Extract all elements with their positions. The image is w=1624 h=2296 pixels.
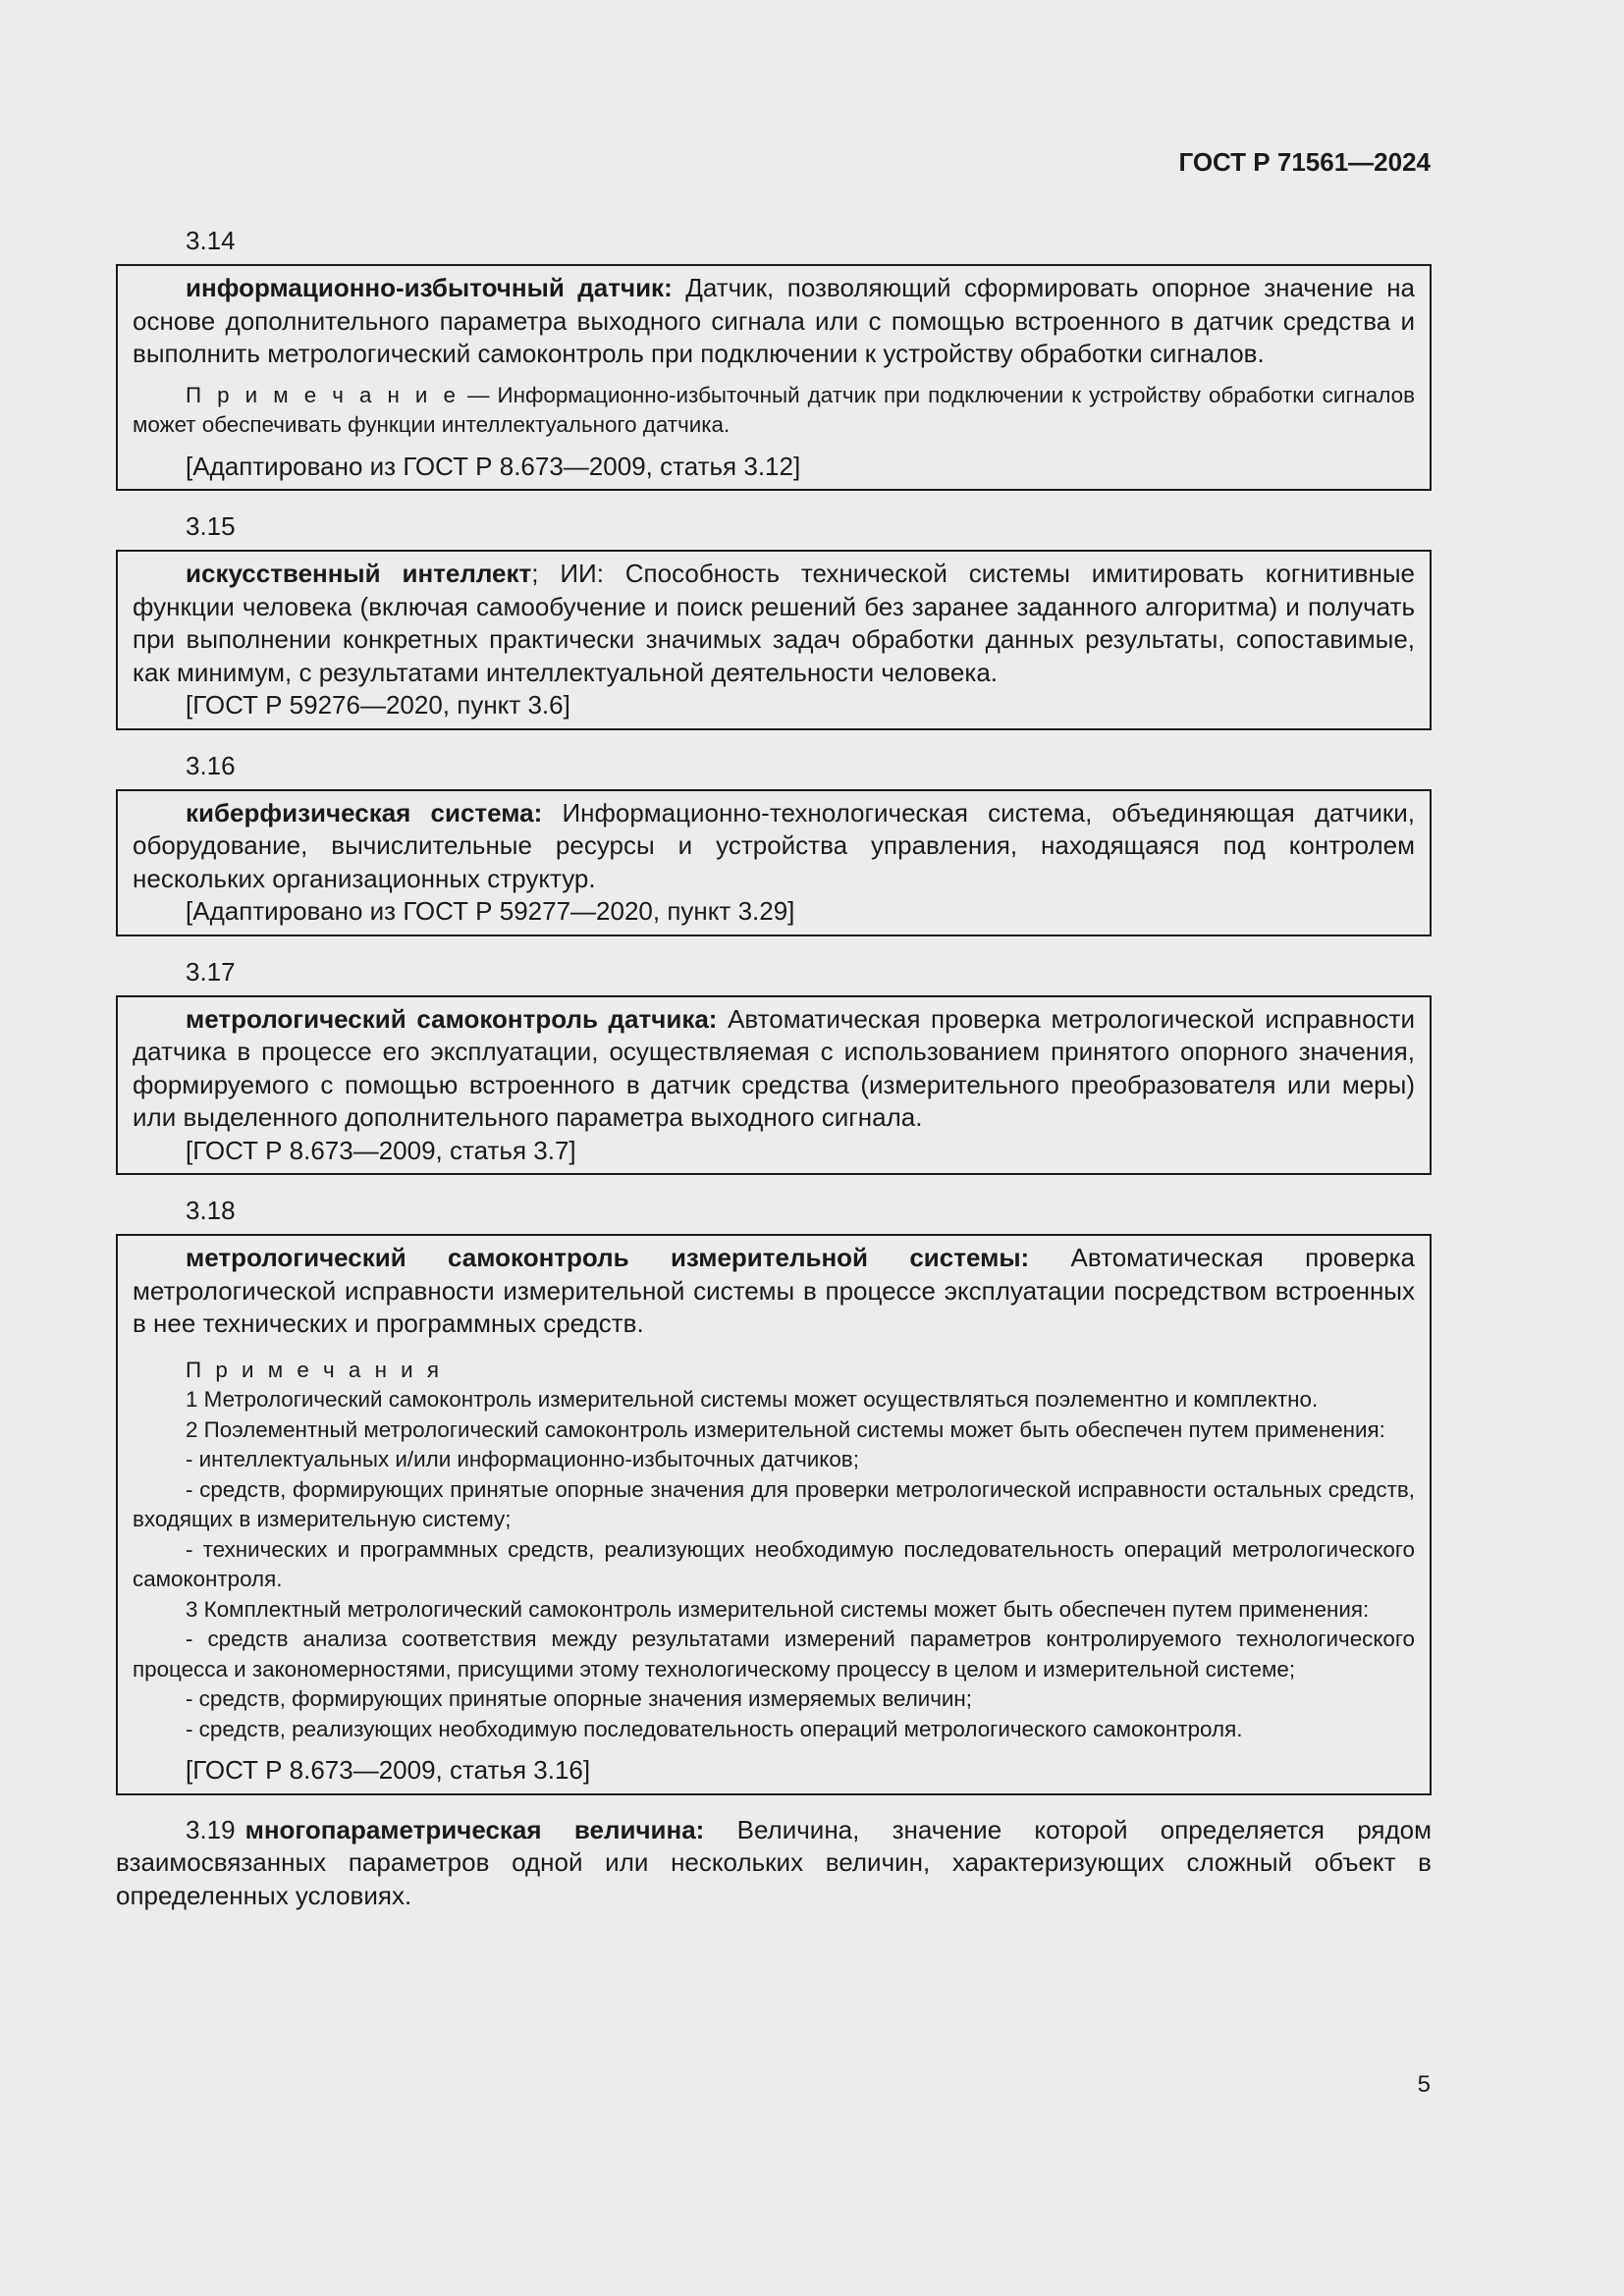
term-name: метрологический самоконтроль датчика: (186, 1003, 718, 1034)
term-source: [ГОСТ Р 59276—2020, пункт 3.6] (186, 690, 570, 720)
term-number: 3.14 (186, 226, 236, 255)
definition-text: Величина, значение которой определяется рядом взаимосвязанных параметров одной или нескольких величин, характеризующих сложный объект в определенных условиях. (116, 1814, 1432, 1910)
notes-label: П р и м е ч а н и я (186, 1357, 444, 1382)
term-source: [ГОСТ Р 8.673—2009, статья 3.16] (186, 1755, 591, 1785)
note-item: - средств, формирующих принятые опорные значения для проверки метрологической исправности остальных средств, входящих в измерительную систему; (133, 1476, 1415, 1531)
term-source: [ГОСТ Р 8.673—2009, статья 3.7] (186, 1135, 576, 1165)
term-number: 3.18 (186, 1196, 236, 1225)
term-number: 3.17 (186, 956, 236, 987)
note (133, 381, 1415, 441)
notes-heading (133, 1356, 1415, 1386)
definition-text: ; ИИ: Способность технической системы имитировать когнитивные функции человека (включая самообучение и поиск решений без заранее заданного алгоритма) и получать при выполнении конкретных практически значимых задач обработки данных результаты, сопоставимые, как минимум, с результатами интеллектуальной деятельности человека. (133, 559, 1415, 687)
term-definition (133, 1242, 1415, 1341)
note-item: 3 Комплектный метрологический самоконтроль измерительной системы может быть обеспечен путем применения: (186, 1596, 1370, 1622)
term-definition (133, 272, 1415, 371)
term-number: 3.15 (186, 511, 236, 541)
note-item: 2 Поэлементный метрологический самоконтроль измерительной системы может быть обеспечен путем применения: (186, 1416, 1385, 1442)
term-name: киберфизическая система: (186, 797, 543, 828)
term-box (116, 550, 1432, 730)
term-definition-unboxed (116, 1814, 1432, 1913)
note-item: - средств анализа соответствия между результатами измерений параметров контролируемого технологического процесса и закономерностями, присущими этому технологическому процессу в целом и измерительной системе; (133, 1627, 1415, 1682)
term-box (116, 1234, 1432, 1795)
term-number: 3.16 (186, 750, 236, 780)
term-name: искусственный интеллект (186, 559, 532, 588)
note-text: — Информационно-избыточный датчик при подключении к устройству обработки сигналов может обеспечивать функции интеллектуального датчика. (133, 382, 1415, 437)
page-number: 5 (1417, 2071, 1431, 2098)
term-definition (133, 1003, 1415, 1135)
note-item: - технических и программных средств, реализующих необходимую последовательность операций метрологического самоконтроля. (133, 1536, 1415, 1591)
definition-text: Информационно-технологическая система, объединяющая датчики, оборудование, вычислительные ресурсы и устройства управления, находящаяся под контролем нескольких организационных структур. (133, 797, 1415, 893)
term-source: [Адаптировано из ГОСТ Р 8.673—2009, статья 3.12] (186, 451, 801, 481)
note-item: - интеллектуальных и/или информационно-избыточных датчиков; (186, 1447, 859, 1471)
term-definition (133, 558, 1415, 689)
term-box (116, 264, 1432, 491)
note-item: - средств, реализующих необходимую последовательность операций метрологического самоконтроля. (186, 1716, 1243, 1741)
term-name: информационно-избыточный датчик: (186, 273, 673, 302)
term-definition (133, 797, 1415, 896)
term-name: метрологический самоконтроль измерительной системы: (186, 1243, 1030, 1272)
note-item: - средств, формирующих принятые опорные значения измеряемых величин; (186, 1686, 973, 1711)
definition-text: Автоматическая проверка метрологической исправности измерительной системы в процессе эксплуатации посредством встроенных в нее технических и программных средств. (133, 1243, 1416, 1338)
terms-section (116, 224, 1432, 1912)
term-source: [Адаптировано из ГОСТ Р 59277—2020, пункт 3.29] (186, 896, 795, 926)
document-id: ГОСТ Р 71561—2024 (1178, 147, 1431, 177)
definition-text: Датчик, позволяющий сформировать опорное значение на основе дополнительного параметра выходного сигнала или с помощью встроенного в датчик средства и выполнить метрологический самоконтроль при подключении к устройству обработки сигналов. (133, 273, 1416, 368)
note-label: П р и м е ч а н и е (186, 382, 460, 407)
definition-text: Автоматическая проверка метрологической исправности датчика в процессе его эксплуатации, осуществляемая с использованием принятого опорного значения, формируемого с помощью встроенного в датчик средства (измерительного преобразователя или меры) или выделенного дополнительного параметра выходного сигнала. (133, 1003, 1415, 1132)
note-item: 1 Метрологический самоконтроль измерительной системы может осуществляться поэлементно и комплектно. (186, 1387, 1319, 1412)
term-box (116, 789, 1432, 936)
term-name: многопараметрическая величина: (244, 1814, 705, 1844)
term-box (116, 995, 1432, 1176)
term-number: 3.19 (186, 1814, 236, 1844)
